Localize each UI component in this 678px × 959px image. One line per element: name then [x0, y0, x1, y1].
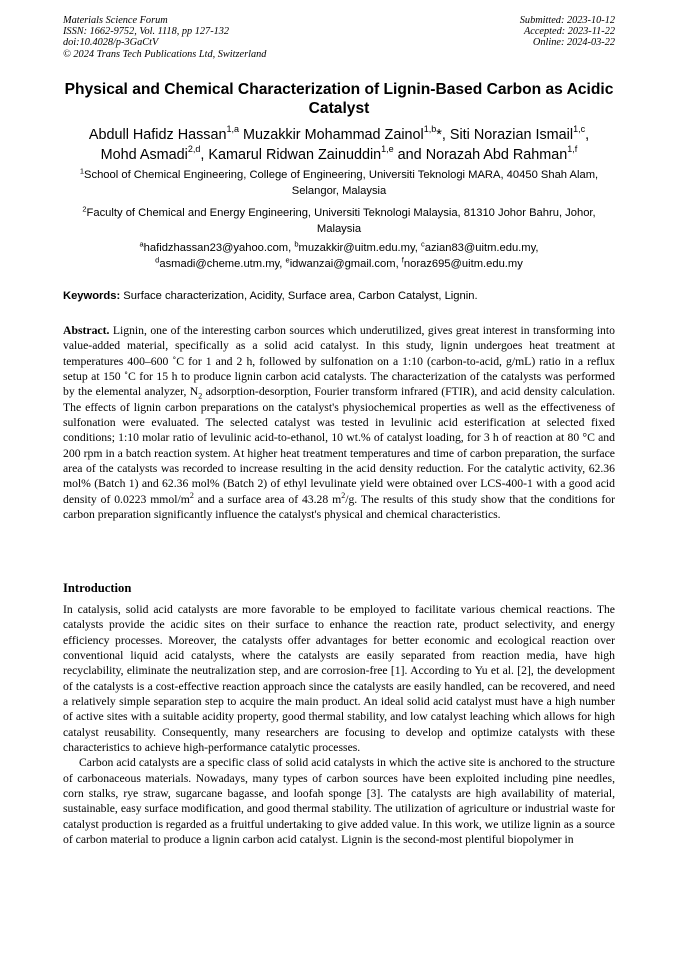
author-name: Abdull Hafidz Hassan [88, 127, 227, 143]
email-mark: b [294, 239, 299, 249]
author-name: Siti Norazian Ismail [449, 127, 574, 143]
online-date: Online: 2024-03-22 [532, 37, 615, 49]
abstract-text: Lignin, one of the interesting carbon sources which underutilized, gives great interest in transforming into value-added material, specifically as a solid acid catalyst. In this study, lignin undergoes heat treatment at temperatures 400–600 ˚C for 1 and 2 h, followed by sulfonation on a 1:10 (carbon-to-acid, g/mL) ratio in a reflux setup at 150 ˚C for 15 h to produce lignin carbon acid catalysts. The characterization of the catalysts was performed by the elemental analyzer, N [63, 324, 615, 399]
author-name: Kamarul Ridwan Zainuddin [208, 147, 382, 163]
subscript: 2 [198, 391, 203, 401]
email-mark: c [420, 239, 425, 249]
journal-name: Materials Science Forum [63, 15, 168, 26]
abstract-text: /g. The results of this study show that the conditions for carbon preparation significantly influence the catalyst's physical and chemical characteristics. [63, 492, 615, 522]
email-mark: d [155, 255, 160, 265]
author-name: Norazah Abd Rahman [425, 147, 568, 163]
paper-title: Physical and Chemical Characterization of Lignin-Based Carbon as Acidic Catalyst [64, 81, 614, 117]
paragraph: In catalysis, solid acid catalysts are more favorable to be employed to facilitate various chemical reactions. The catalysts provide the acidic sites on their surface to enhance the reaction rate, product selectivity, and energy efficiency processes. Moreover, the catalysts offer advantages for better economic and ecological reaction over conventional liquid acid catalysts, where the catalysts are easily separated from reaction media, have high recyclability, eliminate the neutralization step, and are corrosion-free [1]. According to Yu et al. [2], the development of the catalysts is a cost-effective reaction approach since the catalysts are easily handled, can be recovered, and need a relatively simple separation step to acquire the main product. An ideal solid acid catalyst must have a high number of active sites with a suitable acidity property, good thermal stability, and low catalyst leaching which allows for high catalyst reusability. Consequently, many researchers are focusing to develop and optimize catalysts with these characteristics to achieve high-performance catalytic processes. [63, 603, 615, 755]
superscript: 2 [341, 490, 346, 500]
email-address[interactable]: idwanzai@gmail.com [289, 258, 396, 270]
keywords [63, 289, 623, 304]
superscript: 2 [189, 490, 194, 500]
email-mark: a [139, 239, 144, 249]
email-address[interactable]: muzakkir@uitm.edu.my [298, 242, 415, 254]
copyright: © 2024 Trans Tech Publications Ltd, Switzerland [63, 48, 267, 60]
email-separator: , [535, 242, 539, 254]
introduction-body [63, 602, 615, 848]
email-separator: , [414, 242, 421, 254]
author-separator: *, [436, 127, 450, 143]
affiliation-text: Faculty of Chemical and Energy Engineering, Universiti Teknologi Malaysia, 81310 Johor Bahru, Johor, Malaysia [86, 207, 596, 235]
paragraph: Carbon acid catalysts are a specific class of solid acid catalysts in which the active site is anchored to the structure of carbonaceous materials. Nowadays, many types of carbon sources have been exploited including pine needles, corn stalks, rye straw, sugarcane bagasse, and loofah sponge [3]. The catalysts are high availability of material, sustainable, easy surface modification, and good thermal stability. The utilization of agriculture or industrial waste for catalyst production is regarded as a fruitful undertaking to give added value. In this work, we utilize lignin as a source of carbon material to produce a lignin carbon acid catalyst. Lignin is the second-most plentiful biopolymer in [63, 756, 615, 847]
abstract-text: adsorption-desorption, Fourier transform infrared (FTIR), and acid density calculation. The effects of lignin carbon preparations on the catalyst's physiochemical properties as well as the effectiveness of sulfonation were evaluated. The selected catalyst was tested in levulinic acid esterification at selected fixed conditions; 1:10 molar ratio of levulinic acid-to-ethanol, 10 wt.% of catalyst loading, for 3 h of reaction at 80 °C and 200 rpm in a batch reaction system. At higher heat treatment temperatures and time of carbon preparation, the surface area of the catalysts was recorded to increase resulting in the acid density reduction. For the catalytic activity, 62.36 mol% (Batch 1) and 62.36 mol% (Batch 2) of ethyl levulinate yield were obtained over LCS-400-1 with a good acid density of 0.0223 mmol/m [63, 385, 615, 506]
affiliation-number: 1 [79, 166, 85, 176]
email-address[interactable]: azian83@uitm.edu.my [424, 242, 536, 254]
affiliation-1 [63, 167, 615, 199]
author-separator: , [200, 147, 209, 163]
author-separator: and [393, 147, 426, 163]
author-separator: , [585, 127, 590, 143]
author-name: Muzakkir Mohammad Zainol [243, 127, 424, 143]
abstract-label: Abstract. [63, 324, 110, 337]
author-list [55, 125, 623, 165]
email-separator: , [279, 258, 286, 270]
accepted-date: Accepted: 2023-11-22 [523, 26, 615, 38]
abstract [63, 323, 615, 522]
journal-header-info [63, 15, 266, 60]
author-affiliation-mark: 1,f [567, 144, 578, 155]
email-mark: e [285, 255, 290, 265]
email-address[interactable]: asmadi@cheme.utm.my [159, 258, 280, 270]
author-affiliation-mark: 1,e [381, 144, 394, 155]
email-address[interactable]: hafidzhassan23@yahoo.com [143, 242, 289, 254]
abstract-text: and a surface area of 43.28 m [193, 492, 342, 506]
section-heading-introduction: Introduction [63, 581, 132, 595]
author-affiliation-mark: 1,a [226, 124, 240, 135]
email-mark: f [401, 255, 404, 265]
keywords-label: Keywords: [63, 290, 121, 302]
affiliation-text: School of Chemical Engineering, College of Engineering, Universiti Teknologi MARA, 40450 Shah Alam, Selangor, Malaysia [84, 169, 599, 197]
issn-volume: ISSN: 1662-9752, Vol. 1118, pp 127-132 [63, 26, 230, 38]
author-affiliation-mark: 1,b [423, 124, 437, 135]
author-emails [63, 240, 615, 272]
email-address[interactable]: noraz695@uitm.edu.my [403, 258, 523, 270]
submitted-date: Submitted: 2023-10-12 [519, 15, 615, 26]
email-separator: , [288, 242, 295, 254]
author-name: Mohd Asmadi [100, 147, 188, 163]
keywords-text: Surface characterization, Acidity, Surface area, Carbon Catalyst, Lignin. [120, 290, 478, 302]
affiliation-2 [63, 205, 615, 237]
publication-dates [520, 15, 615, 49]
doi[interactable]: doi:10.4028/p-3GaCtV [63, 37, 159, 49]
author-affiliation-mark: 1,c [573, 124, 586, 135]
email-separator: , [395, 258, 402, 270]
affiliation-number: 2 [82, 204, 87, 214]
author-affiliation-mark: 2,d [187, 144, 201, 155]
